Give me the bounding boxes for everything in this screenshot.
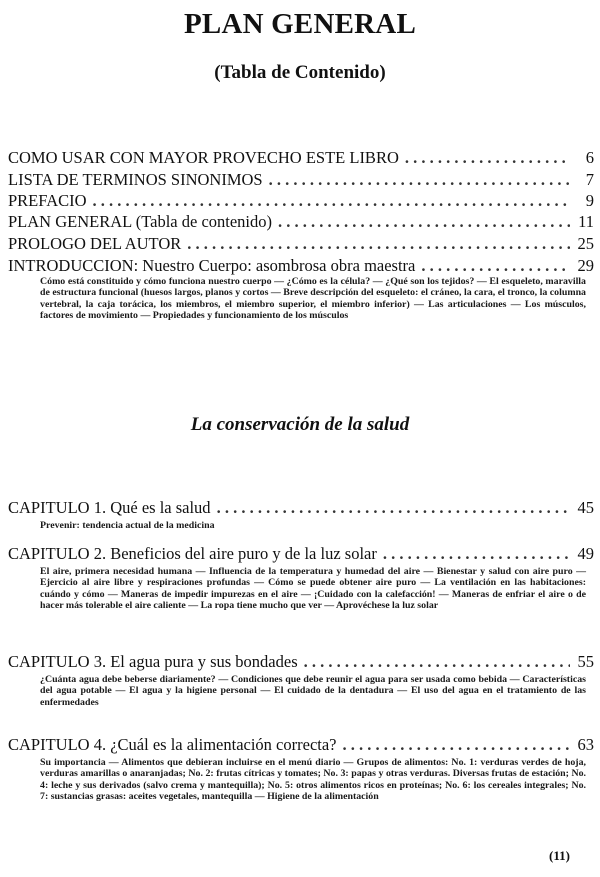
chapter-description: Prevenir: tendencia actual de la medicina [40,520,215,531]
chapter-page: 49 [577,544,594,563]
dot-leader [383,544,570,563]
toc-entry [8,148,594,167]
dot-leader [187,234,570,253]
entry-label: COMO USAR CON MAYOR PROVECHO ESTE LIBRO [8,148,399,167]
chapter-page: 45 [577,498,594,517]
chapter-description: El aire, primera necesidad humana — Influencia de la temperatura y humedad del aire — Bienestar y salud con aire puro — Ejercicio al aire libre y respiraciones profundas — Cómo se puede obtener aire puro — La ventilación en las habitaciones: cuándo y cómo — Maneras de impedir impurezas en el aire — ¡Cuidado con la calefacción! — Maneras de enfriar el aire o de hacer más tolerable el aire caliente — La ropa tiene mucho que ver — Aprovéchese la luz solar [40,566,586,611]
chapter-label: CAPITULO 3. El agua pura y sus bondades [8,652,298,671]
dot-leader [343,735,570,754]
entry-label: PLAN GENERAL (Tabla de contenido) [8,212,272,231]
entry-label: PREFACIO [8,191,87,210]
section-title: La conservación de la salud [190,414,410,435]
dot-leader [304,652,570,671]
chapter-label: CAPITULO 2. Beneficios del aire puro y de la luz solar [8,544,377,563]
entry-page: 25 [577,234,594,253]
entry-page: 11 [578,212,594,231]
entry-page: 9 [585,191,594,210]
page-subtitle: (Tabla de Contenido) [214,62,386,83]
chapter-label: CAPITULO 4. ¿Cuál es la alimentación correcta? [8,735,337,754]
dot-leader [421,256,570,275]
chapter-description: Su importancia — Alimentos que debieran incluirse en el menú diario — Grupos de alimentos: No. 1: verduras verdes de hoja, verduras amarillas o anaranjadas; No. 2: frutas cítricas y tomates; No. 3: papas y otras verduras. Diversas frutas de estación; No. 4: leche y sus derivados (salvo crema y mantequilla); No. 5: otros alimentos ricos en proteínas; No. 6: los cereales integrales; No. 7: sustancias grasas: aceites vegetales, mantequilla — Higiene de la alimentación [40,757,586,802]
dot-leader [93,191,570,210]
toc-entry [8,234,594,253]
page-title: PLAN GENERAL [183,8,416,40]
dot-leader [217,498,570,517]
chapter-description: ¿Cuánta agua debe beberse diariamente? — Condiciones que debe reunir el agua para ser usada como bebida — Características del agua potable — El agua y la higiene personal — El cuidado de la dentadura — El uso del agua en el tratamiento de las enfermedades [40,674,586,708]
entry-label: LISTA DE TERMINOS SINONIMOS [8,170,263,189]
toc-entry [8,256,594,275]
page-number: (11) [549,848,570,863]
chapter-entry [8,544,594,563]
intro-description: Cómo está constituido y cómo funciona nuestro cuerpo — ¿Cómo es la célula? — ¿Qué son los tejidos? — El esqueleto, maravilla de estructura funcional (huesos largos, planos y cortos — Breve descripción del esqueleto: el cráneo, la cara, el tronco, la columna vertebral, la caja torácica, los miembros, el miembro superior, el miembro inferior) — Las articulaciones — Los músculos, factores de movimiento — Propiedades y funcionamiento de los músculos [40,276,586,321]
chapter-entry [8,498,594,517]
dot-leader [269,170,570,189]
chapter-entry [8,735,594,754]
entry-label: PROLOGO DEL AUTOR [8,234,182,253]
entry-label: INTRODUCCION: Nuestro Cuerpo: asombrosa obra maestra [8,256,416,275]
chapter-entry [8,652,594,671]
dot-leader [405,148,570,167]
dot-leader [278,212,570,231]
entry-page: 29 [577,256,594,275]
entry-page: 6 [585,148,594,167]
toc-entry [8,191,594,210]
chapter-page: 55 [577,652,594,671]
chapter-page: 63 [577,735,594,754]
toc-entry [8,212,594,231]
chapter-label: CAPITULO 1. Qué es la salud [8,498,211,517]
toc-entry [8,170,594,189]
entry-page: 7 [585,170,594,189]
